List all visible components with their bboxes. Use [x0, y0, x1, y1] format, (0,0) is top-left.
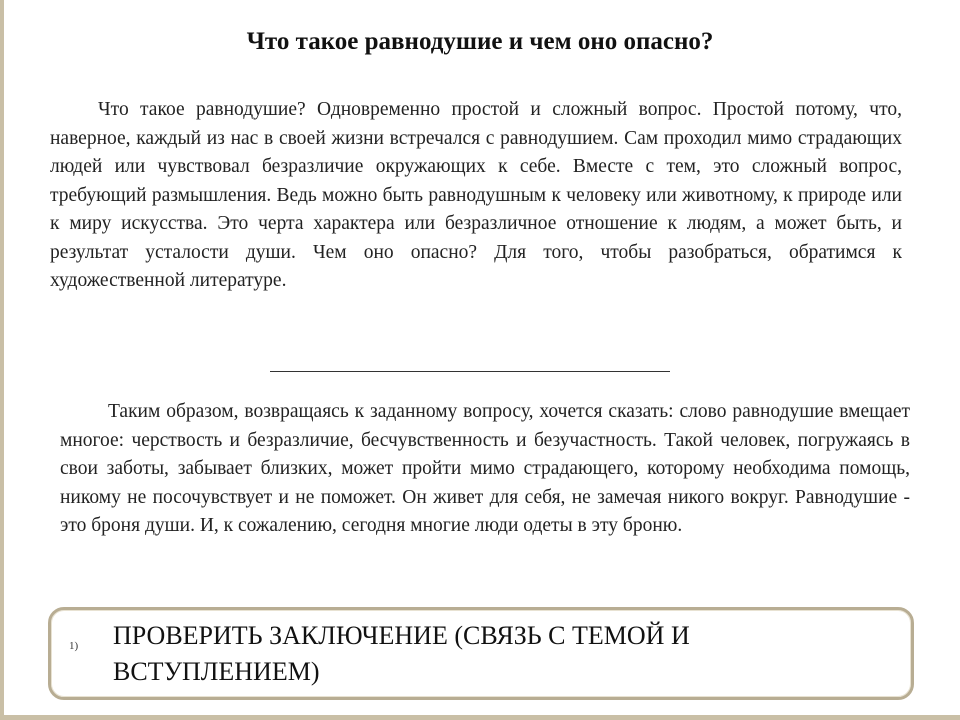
page-title: Что такое равнодушие и чем оно опасно?: [246, 28, 714, 55]
conclusion-paragraph: Таким образом, возвращаясь к заданному вопросу, хочется сказать: слово равнодушие вмещает многое: черствость и безразличие, бесчувственность и безучастность. Такой человек, погружаясь в свои заботы, забывает близких, может пройти мимо страдающего, которому необходима помощь, никому не посочувствует и не поможет. Он живет для себя, не замечая никого вокруг. Равнодушие - это броня души. И, к сожалению, сегодня многие люди одеты в эту броню.: [60, 401, 910, 536]
task-box: [48, 607, 914, 700]
intro-paragraph: Что такое равнодушие? Одновременно простой и сложный вопрос. Простой потому, что, наверное, каждый из нас в своей жизни встречался с равнодушием. Сам проходил мимо страдающих людей или чувствовал безразличие окружающих к себе. Вместе с тем, это сложный вопрос, требующий размышления. Ведь можно быть равнодушным к человеку или животному, к природе или к миру искусства. Это черта характера или безразличное отношение к людям, а может быть, и результат усталости души. Чем оно опасно? Для того, чтобы разобраться, обратимся к художественной литературе.: [50, 99, 902, 291]
section-divider: [270, 371, 670, 372]
task-text: ПРОВЕРИТЬ ЗАКЛЮЧЕНИЕ (СВЯЗЬ С ТЕМОЙ И ВСТУПЛЕНИЕМ): [113, 621, 690, 686]
task-number: 1): [69, 640, 79, 652]
slide-left-border: [0, 0, 4, 720]
slide-bottom-border: [0, 715, 960, 720]
